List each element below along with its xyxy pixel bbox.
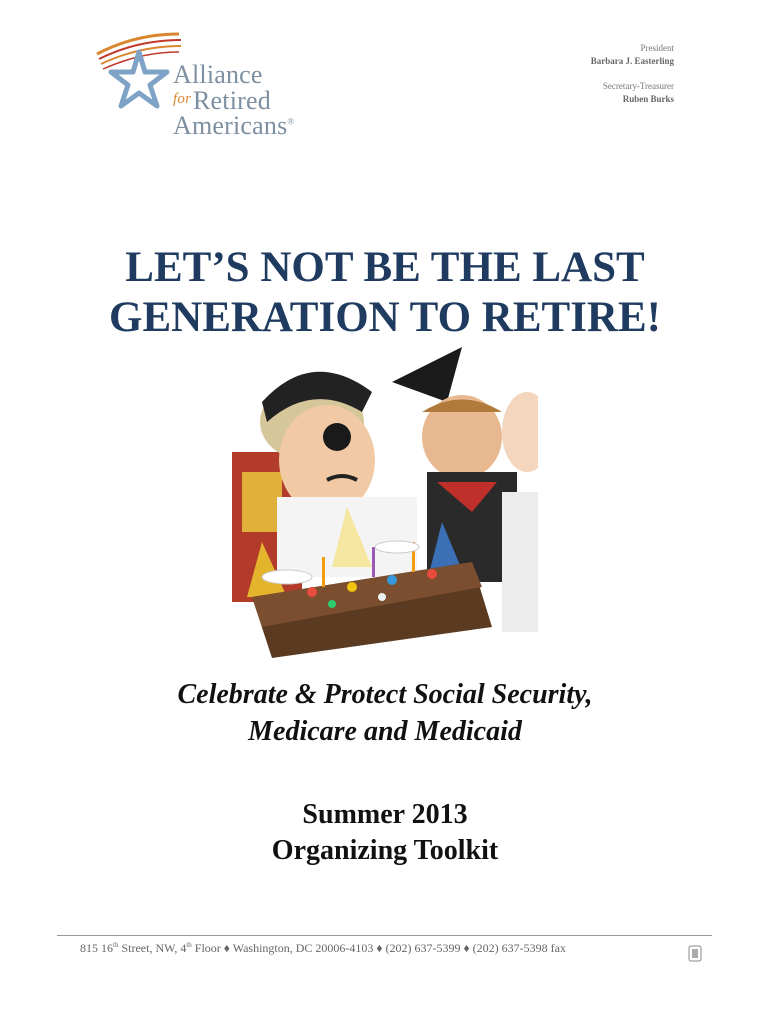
president-title: President	[640, 43, 674, 53]
secretary-treasurer-title: Secretary-Treasurer	[602, 81, 674, 91]
subtitle-line-2: Medicare and Medicaid	[248, 716, 522, 747]
footer-divider	[57, 935, 712, 936]
alliance-logo	[95, 30, 335, 142]
president-name: Barbara J. Easterling	[590, 56, 674, 66]
toolkit-title	[0, 797, 770, 869]
union-label-icon	[688, 945, 702, 962]
headline-line-1: LET’S NOT BE THE LAST	[125, 244, 645, 291]
logo-word-retired: Retired	[193, 86, 271, 115]
logo-word-alliance: Alliance	[173, 60, 263, 89]
toolkit-line: Organizing Toolkit	[271, 835, 499, 866]
headline-line-2: GENERATION TO RETIRE!	[109, 294, 661, 341]
footer-address: 815 16th Street, NW, 4th Floor ♦ Washington, DC 20006-4103 ♦ (202) 637-5399 ♦ (202) 637-5398 fax	[80, 941, 566, 955]
page-title	[0, 243, 770, 343]
logo-word-americans: Americans®	[173, 111, 295, 140]
birthday-party-photo	[232, 342, 538, 658]
subtitle-line-1: Celebrate & Protect Social Security,	[177, 679, 593, 710]
season-line: Summer 2013	[302, 799, 468, 830]
secretary-treasurer-name: Ruben Burks	[622, 94, 674, 104]
officers-block	[591, 42, 674, 106]
subtitle	[0, 676, 770, 750]
logo-word-for: for	[173, 91, 192, 107]
